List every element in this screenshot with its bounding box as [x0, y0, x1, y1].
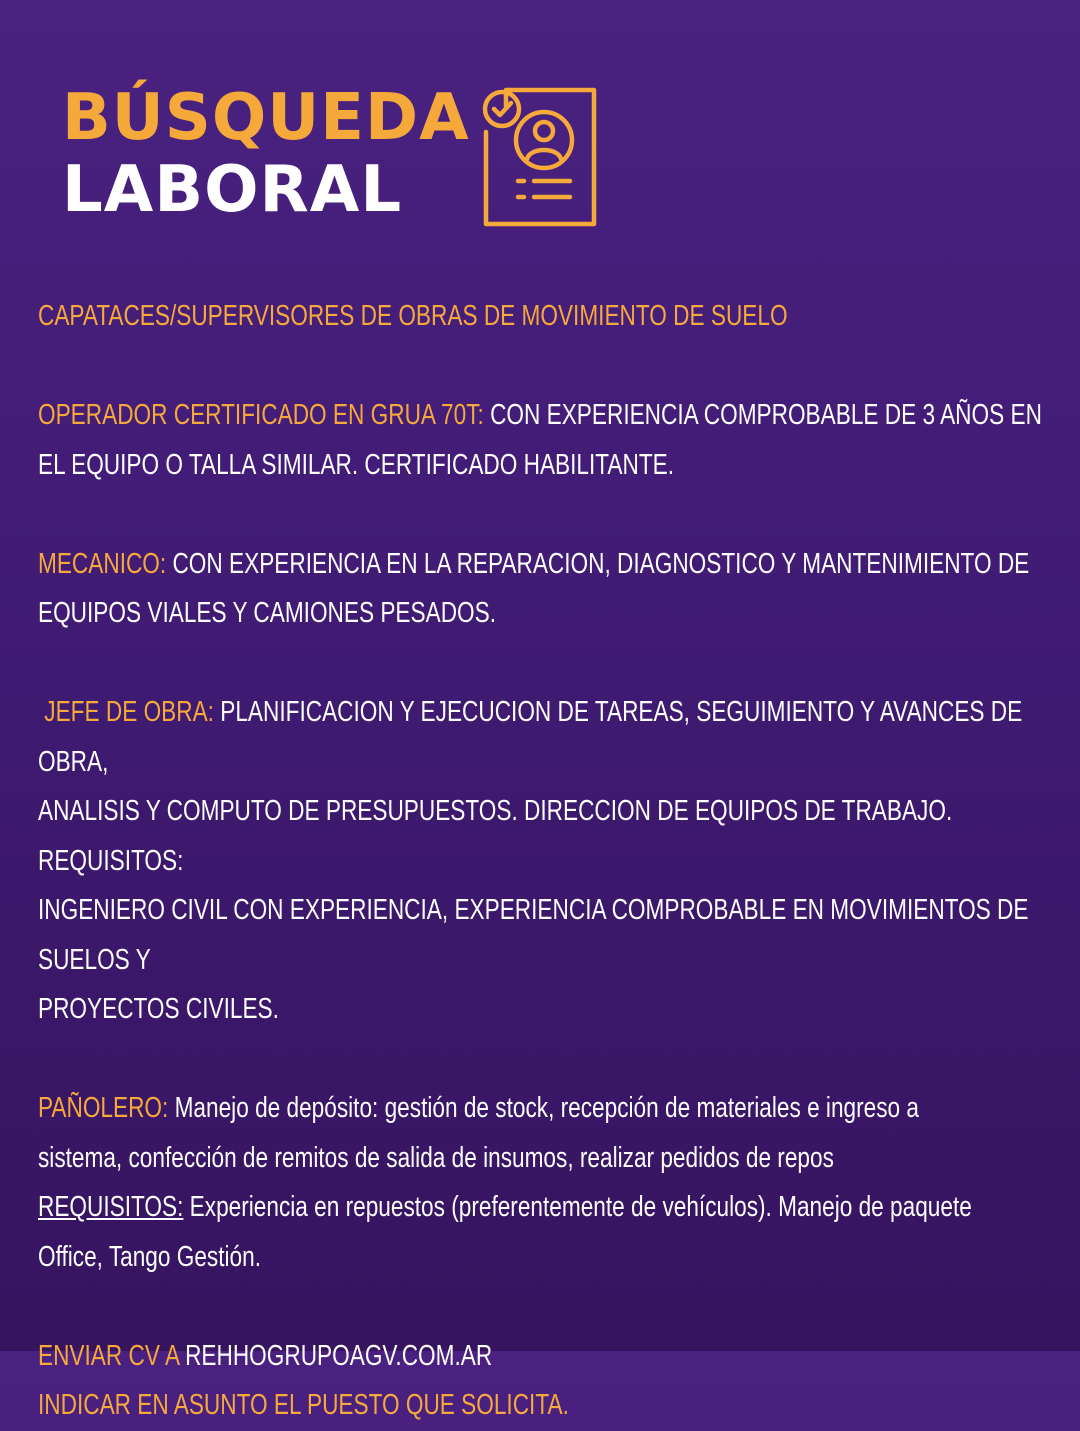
contact-email[interactable]: REHHOGRUPOAGV.COM.AR: [185, 1339, 493, 1372]
contact-instruction: INDICAR EN ASUNTO EL PUESTO QUE SOLICITA.: [38, 1389, 569, 1421]
job-jefe-obra-text-4: PROYECTOS CIVILES.: [38, 993, 279, 1025]
job-panolero: [38, 1084, 1044, 1282]
job-panolero-text: Manejo de depósito: gestión de stock, recepción de materiales e ingreso a: [168, 1092, 919, 1124]
title-laboral: LABORAL: [62, 153, 403, 227]
job-jefe-obra-text-2: ANALISIS Y COMPUTO DE PRESUPUESTOS. DIRECCION DE EQUIPOS DE TRABAJO. REQUISITOS:: [38, 795, 953, 877]
job-panolero-label: PAÑOLERO:: [38, 1092, 169, 1124]
job-mecanico-text: CON EXPERIENCIA EN LA REPARACION, DIAGNOSTICO Y MANTENIMIENTO DE: [166, 547, 1030, 580]
title-busqueda: BÚSQUEDA: [62, 81, 470, 155]
resume-document-check-icon: [478, 84, 602, 230]
job-capataces: [38, 292, 1044, 342]
job-jefe-obra-text: PLANIFICACION Y EJECUCION DE TAREAS, SEGUIMIENTO Y AVANCES DE OBRA,: [38, 696, 1023, 778]
job-jefe-obra-text-3: INGENIERO CIVIL CON EXPERIENCIA, EXPERIENCIA COMPROBABLE EN MOVIMIENTOS DE SUELOS Y: [38, 894, 1029, 976]
job-operador-text: CON EXPERIENCIA COMPROBABLE DE 3 AÑOS EN: [483, 399, 1042, 431]
header-title: [62, 82, 470, 226]
job-jefe-obra: [38, 688, 1044, 1035]
job-mecanico-label: MECANICO:: [38, 547, 167, 580]
contact-send-label: ENVIAR CV A: [38, 1339, 186, 1372]
job-capataces-title: CAPATACES/SUPERVISORES DE OBRAS DE MOVIMIENTO DE SUELO: [38, 300, 788, 332]
job-mecanico: [38, 540, 1044, 639]
job-mecanico-text-2: EQUIPOS VIALES Y CAMIONES PESADOS.: [38, 597, 497, 629]
contact-block: [38, 1332, 1044, 1431]
job-panolero-text-4: Office, Tango Gestión.: [38, 1240, 261, 1273]
job-operador-text-2: EL EQUIPO O TALLA SIMILAR. CERTIFICADO HABILITANTE.: [38, 448, 675, 481]
job-listings: [38, 292, 1042, 1431]
job-operador: [38, 391, 1044, 490]
job-jefe-obra-label: JEFE DE OBRA:: [44, 696, 214, 728]
job-panolero-text-2: sistema, confección de remitos de salida de insumos, realizar pedidos de repos: [38, 1141, 834, 1174]
job-panolero-requisitos-label: REQUISITOS:: [38, 1191, 184, 1223]
job-panolero-text-3: Experiencia en repuestos (preferentemente de vehículos). Manejo de paquete: [183, 1191, 972, 1223]
job-operador-label: OPERADOR CERTIFICADO EN GRUA 70T:: [38, 399, 484, 431]
